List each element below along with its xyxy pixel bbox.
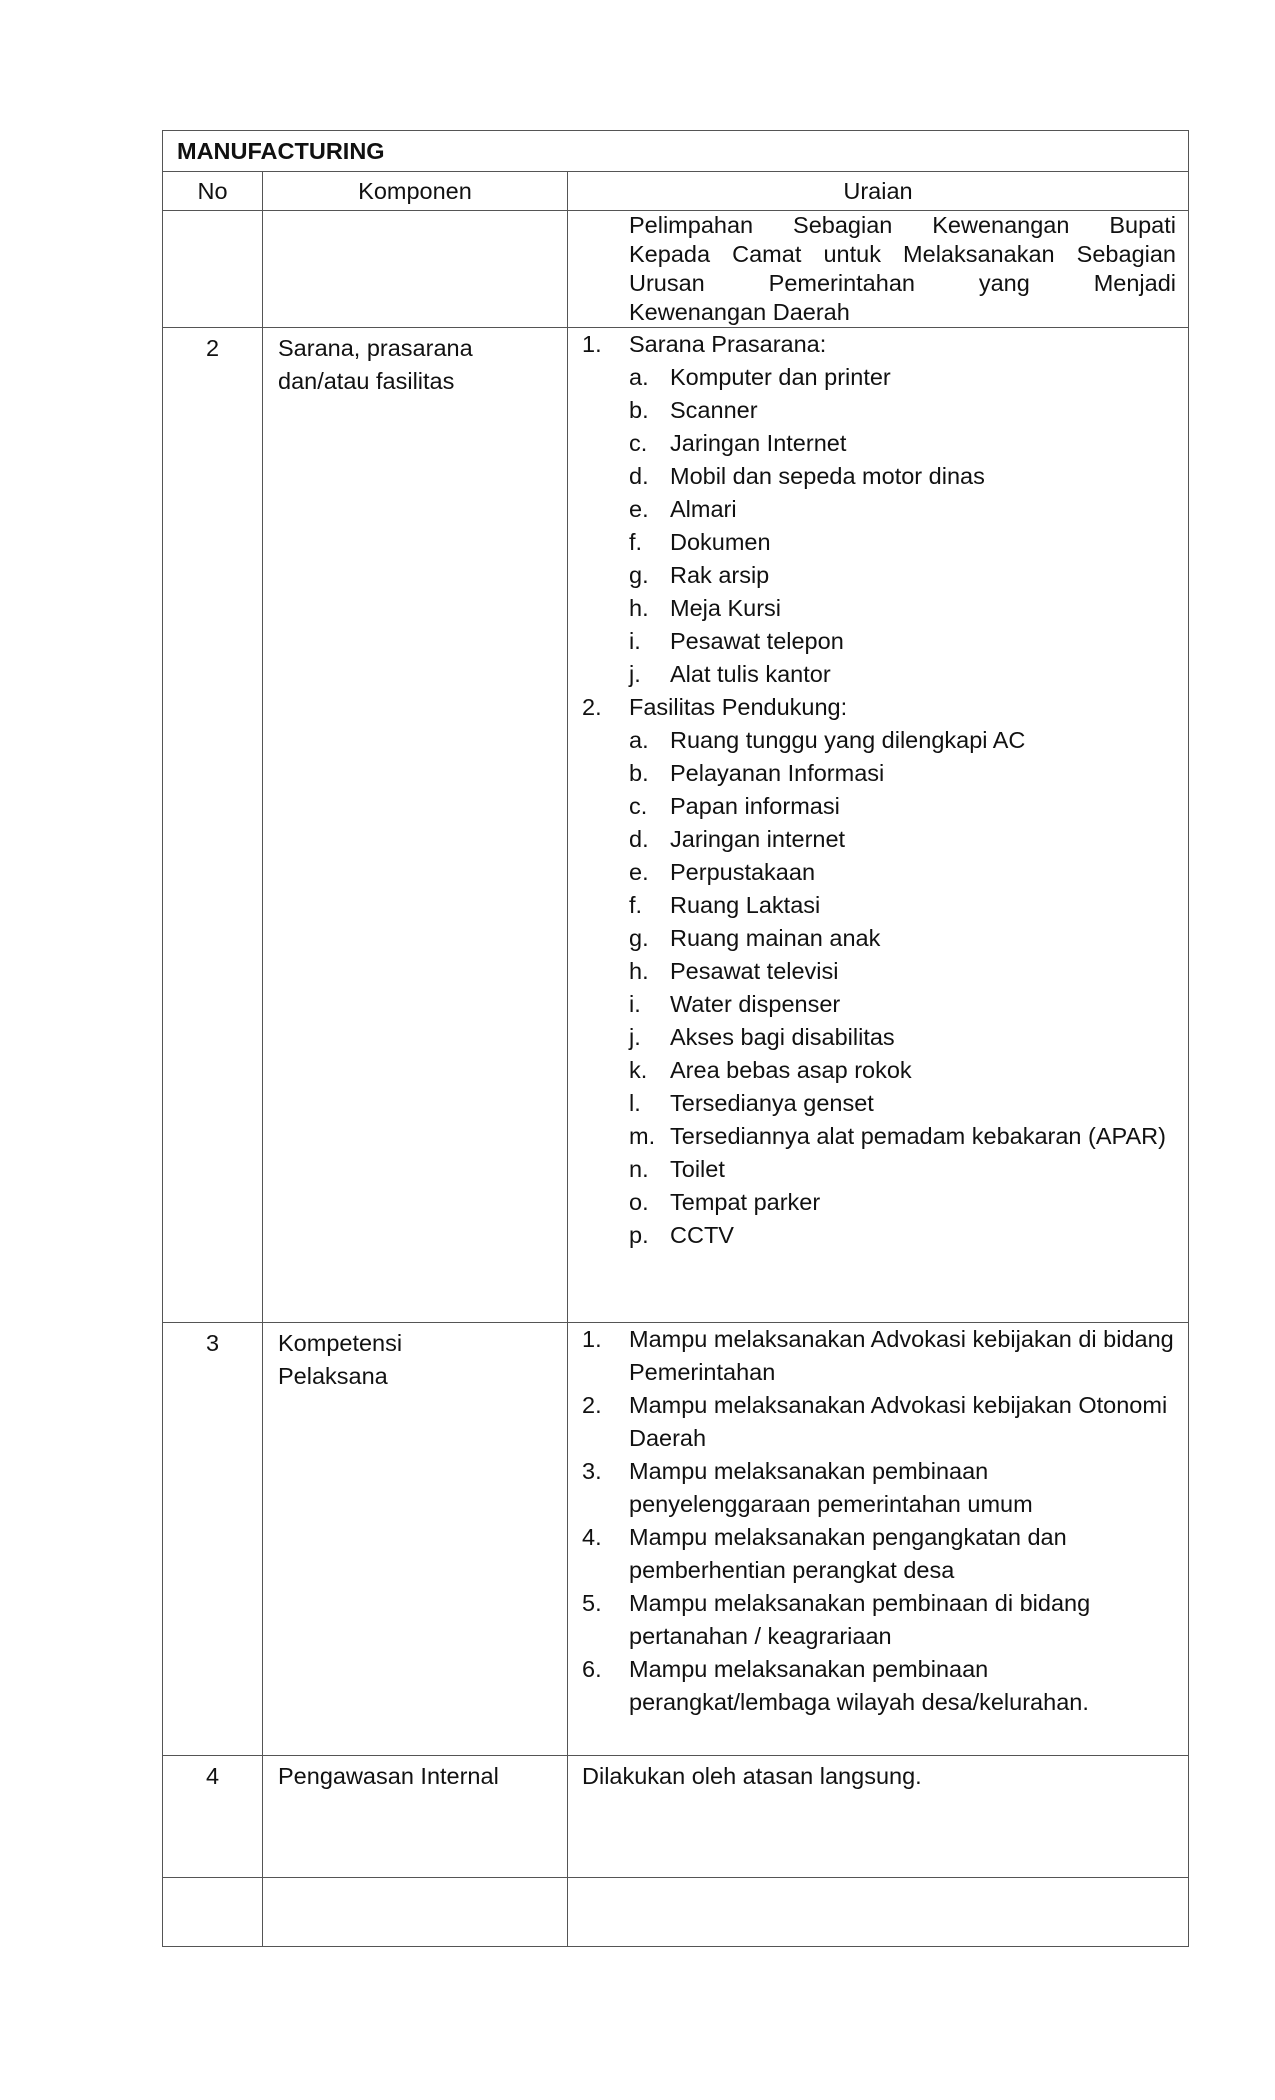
list-item bbox=[582, 691, 1176, 1252]
list-marker: a. bbox=[629, 727, 649, 753]
list-item bbox=[629, 625, 1176, 658]
continuation-no-cell bbox=[163, 211, 263, 328]
list-marker: f. bbox=[629, 529, 643, 555]
list-marker: a. bbox=[629, 364, 649, 390]
list-item bbox=[629, 889, 1176, 922]
list-item-text: Pelayanan Informasi bbox=[670, 760, 885, 786]
table-row-continuation bbox=[163, 211, 1189, 328]
list-marker: j. bbox=[629, 1024, 641, 1050]
list-item-text: Alat tulis kantor bbox=[670, 661, 831, 687]
list-item-text: Almari bbox=[670, 496, 737, 522]
row-komponen: Pengawasan Internal bbox=[263, 1756, 568, 1878]
list-item bbox=[629, 856, 1176, 889]
table-title-row bbox=[163, 131, 1189, 172]
list-item bbox=[629, 394, 1176, 427]
list-item-text: CCTV bbox=[670, 1222, 734, 1248]
list-item-text: Tersedianya genset bbox=[670, 1090, 874, 1116]
list-item-text: Komputer dan printer bbox=[670, 364, 891, 390]
list-marker: o. bbox=[629, 1189, 649, 1215]
list-item bbox=[629, 790, 1176, 823]
list-item bbox=[582, 1389, 1176, 1455]
list-item bbox=[629, 1153, 1176, 1186]
list-item-text: Mampu melaksanakan pembinaan perangkat/lembaga wilayah desa/kelurahan. bbox=[629, 1656, 1089, 1715]
list-item bbox=[582, 328, 1176, 691]
header-komponen: Komponen bbox=[263, 172, 568, 211]
list-item-text: Mampu melaksanakan pembinaan di bidang pertanahan / keagrariaan bbox=[629, 1590, 1091, 1649]
list-marker: i. bbox=[629, 628, 641, 654]
continuation-uraian-cell bbox=[568, 211, 1189, 328]
list-item-text: Mampu melaksanakan pembinaan penyelenggaraan pemerintahan umum bbox=[629, 1458, 1033, 1517]
list-marker: 1. bbox=[582, 331, 602, 357]
row-uraian bbox=[568, 328, 1189, 1323]
empty-cell bbox=[163, 1878, 263, 1947]
list-item bbox=[629, 658, 1176, 691]
section-label: Fasilitas Pendukung: bbox=[629, 694, 848, 720]
list-item bbox=[629, 724, 1176, 757]
list-item-text: Ruang mainan anak bbox=[670, 925, 881, 951]
list-item bbox=[629, 1186, 1176, 1219]
list-item-text: Water dispenser bbox=[670, 991, 841, 1017]
list-item-text: Perpustakaan bbox=[670, 859, 816, 885]
list-item bbox=[629, 592, 1176, 625]
list-item-text: Papan informasi bbox=[670, 793, 840, 819]
list-item bbox=[629, 1120, 1176, 1153]
table-row-empty bbox=[163, 1878, 1189, 1947]
list-item-text: Tempat parker bbox=[670, 1189, 821, 1215]
list-marker: 2. bbox=[582, 1392, 602, 1418]
list-item bbox=[629, 988, 1176, 1021]
continuation-komponen-cell bbox=[263, 211, 568, 328]
list-item bbox=[629, 361, 1176, 394]
list-marker: 1. bbox=[582, 1326, 602, 1352]
list-item-text: Mampu melaksanakan Advokasi kebijakan Otonomi Daerah bbox=[629, 1392, 1168, 1451]
table-row bbox=[163, 1323, 1189, 1756]
row-number: 4 bbox=[163, 1756, 263, 1878]
list-marker: 4. bbox=[582, 1524, 602, 1550]
list-item-text: Pesawat telepon bbox=[670, 628, 844, 654]
list-marker: g. bbox=[629, 562, 649, 588]
list-marker: m. bbox=[629, 1123, 656, 1149]
list-item bbox=[629, 526, 1176, 559]
list-marker: n. bbox=[629, 1156, 649, 1182]
list-marker: d. bbox=[629, 826, 649, 852]
list-marker: c. bbox=[629, 430, 648, 456]
list-item bbox=[582, 1521, 1176, 1587]
sub-list bbox=[629, 724, 1176, 1252]
list-item-text: Mampu melaksanakan Advokasi kebijakan di bidang Pemerintahan bbox=[629, 1326, 1174, 1385]
continuation-line: Kewenangan Daerah bbox=[629, 299, 850, 325]
list-marker: b. bbox=[629, 397, 649, 423]
continuation-line: Kepada Camat untuk Melaksanakan Sebagian bbox=[629, 241, 1176, 267]
row-komponen: Sarana, prasarana dan/atau fasilitas bbox=[263, 328, 568, 1323]
list-item-text: Mampu melaksanakan pengangkatan dan pemberhentian perangkat desa bbox=[629, 1524, 1067, 1583]
list-item bbox=[582, 1323, 1176, 1389]
table-row bbox=[163, 1756, 1189, 1878]
list-item-text: Ruang Laktasi bbox=[670, 892, 821, 918]
kompetensi-list bbox=[582, 1323, 1176, 1719]
list-marker: e. bbox=[629, 859, 649, 885]
row-komponen: Kompetensi Pelaksana bbox=[263, 1323, 568, 1756]
list-item-text: Scanner bbox=[670, 397, 758, 423]
list-item-text: Area bebas asap rokok bbox=[670, 1057, 912, 1083]
list-item-text: Dokumen bbox=[670, 529, 771, 555]
list-marker: l. bbox=[629, 1090, 641, 1116]
list-item bbox=[582, 1455, 1176, 1521]
list-item-text: Rak arsip bbox=[670, 562, 770, 588]
continuation-line: Pelimpahan Sebagian Kewenangan Bupati bbox=[629, 212, 1176, 238]
list-item bbox=[629, 823, 1176, 856]
table-row bbox=[163, 328, 1189, 1323]
manufacturing-table bbox=[162, 130, 1189, 1947]
list-item-text: Jaringan internet bbox=[670, 826, 846, 852]
empty-cell bbox=[568, 1878, 1189, 1947]
list-item bbox=[629, 1021, 1176, 1054]
header-no: No bbox=[163, 172, 263, 211]
list-item bbox=[629, 955, 1176, 988]
table-header-row bbox=[163, 172, 1189, 211]
row-uraian bbox=[568, 1323, 1189, 1756]
sub-list bbox=[629, 361, 1176, 691]
empty-cell bbox=[263, 1878, 568, 1947]
list-item bbox=[629, 1054, 1176, 1087]
list-marker: c. bbox=[629, 793, 648, 819]
list-item-text: Tersediannya alat pemadam kebakaran (APAR) bbox=[670, 1123, 1166, 1149]
list-item bbox=[629, 922, 1176, 955]
list-item-text: Pesawat televisi bbox=[670, 958, 839, 984]
list-item bbox=[629, 493, 1176, 526]
continuation-line: Urusan Pemerintahan yang Menjadi bbox=[629, 270, 1176, 296]
list-item-text: Mobil dan sepeda motor dinas bbox=[670, 463, 985, 489]
list-marker: b. bbox=[629, 760, 649, 786]
list-item bbox=[629, 757, 1176, 790]
row-uraian: Dilakukan oleh atasan langsung. bbox=[568, 1756, 1189, 1878]
list-item bbox=[629, 1219, 1176, 1252]
list-marker: 3. bbox=[582, 1458, 602, 1484]
list-marker: j. bbox=[629, 661, 641, 687]
table-title: MANUFACTURING bbox=[163, 131, 1189, 172]
list-item bbox=[629, 460, 1176, 493]
row-number: 3 bbox=[163, 1323, 263, 1756]
continuation-text bbox=[629, 211, 1176, 327]
list-marker: p. bbox=[629, 1222, 649, 1248]
list-marker: 2. bbox=[582, 694, 602, 720]
list-item bbox=[582, 1653, 1176, 1719]
list-item bbox=[629, 1087, 1176, 1120]
list-item-text: Akses bagi disabilitas bbox=[670, 1024, 895, 1050]
list-marker: 5. bbox=[582, 1590, 602, 1616]
sarana-list bbox=[582, 328, 1176, 1252]
row-number: 2 bbox=[163, 328, 263, 1323]
list-marker: i. bbox=[629, 991, 641, 1017]
list-marker: e. bbox=[629, 496, 649, 522]
header-uraian: Uraian bbox=[568, 172, 1189, 211]
list-item bbox=[629, 559, 1176, 592]
list-item bbox=[582, 1587, 1176, 1653]
list-marker: g. bbox=[629, 925, 649, 951]
list-item bbox=[629, 427, 1176, 460]
list-marker: 6. bbox=[582, 1656, 602, 1682]
list-item-text: Meja Kursi bbox=[670, 595, 782, 621]
section-label: Sarana Prasarana: bbox=[629, 331, 827, 357]
list-marker: k. bbox=[629, 1057, 648, 1083]
list-item-text: Toilet bbox=[670, 1156, 725, 1182]
list-marker: f. bbox=[629, 892, 643, 918]
list-marker: h. bbox=[629, 595, 649, 621]
list-item-text: Ruang tunggu yang dilengkapi AC bbox=[670, 727, 1026, 753]
list-marker: d. bbox=[629, 463, 649, 489]
list-marker: h. bbox=[629, 958, 649, 984]
list-item-text: Jaringan Internet bbox=[670, 430, 847, 456]
